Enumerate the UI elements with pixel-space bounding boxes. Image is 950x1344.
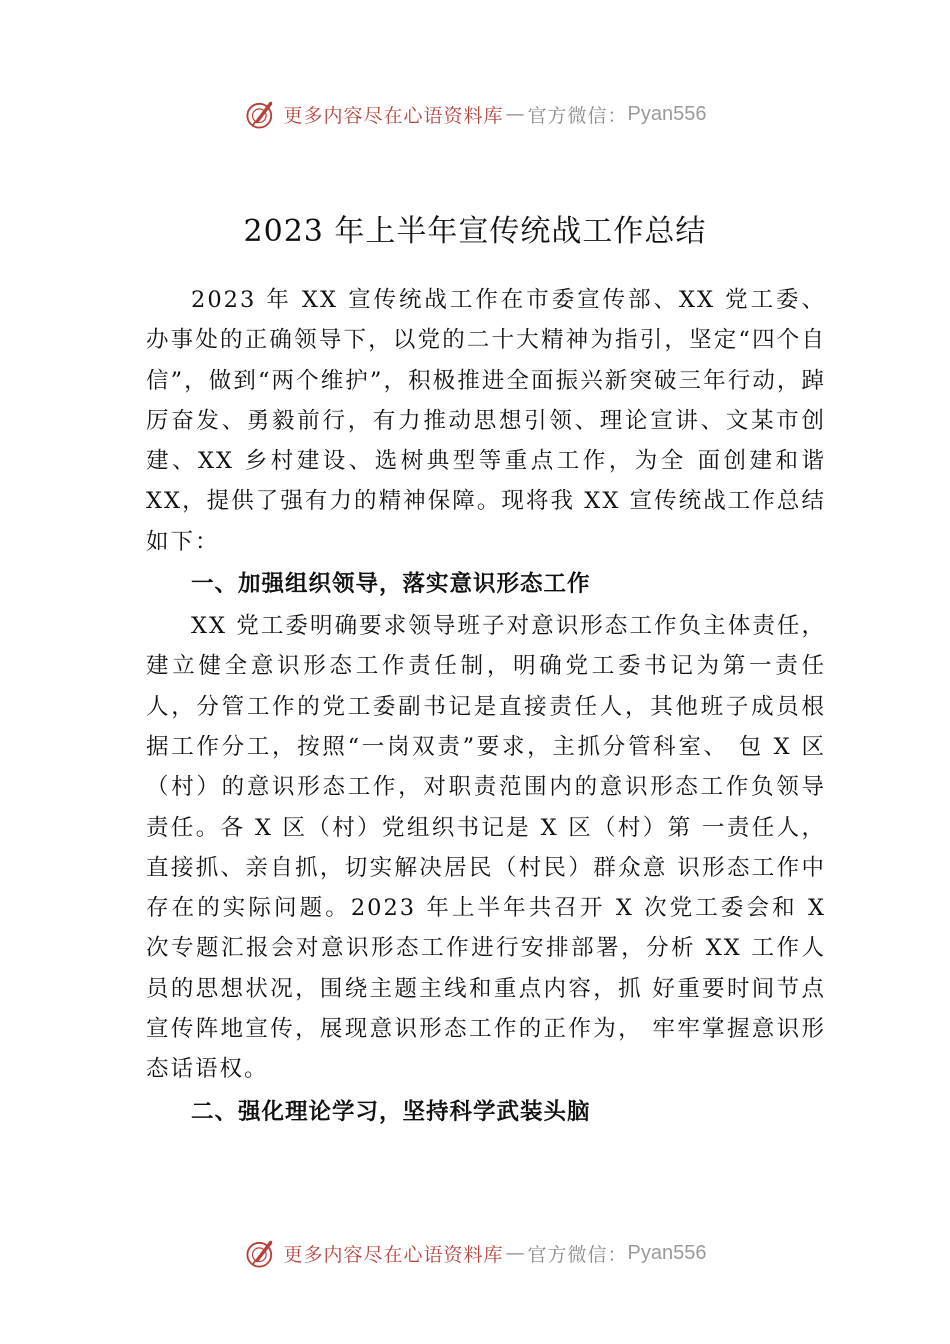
intro-paragraph: 2023 年 XX 宣传统战工作在市委宣传部、XX 党工委、办事处的正确领导下，以党的二十大精神为指引，坚定“四个自信”，做到“两个维护”，积极推进全面振兴新突破三年行动，踔厉奋发、勇毅前行，有力推动思想引领、理论宣讲、文某市创建、XX 乡村建设、选树典型等重点工作，为全 面创建和谐 XX，提供了强有力的精神保障。现将我 XX 宣传统战工作总结如下：: [146, 287, 826, 555]
watermark-separator: —: [505, 1242, 526, 1264]
watermark-separator: —: [505, 103, 526, 125]
watermark-brand: 更多内容尽在心语资料库: [283, 104, 504, 127]
watermark-header: [0, 94, 950, 134]
watermark-wechat-label: 官方微信：: [527, 104, 628, 127]
watermark-brand: 更多内容尽在心语资料库: [283, 1243, 504, 1266]
document-title: 2023 年上半年宣传统战工作总结: [243, 214, 707, 250]
document-body: [146, 280, 826, 1134]
watermark-wechat-id: Pyan556: [627, 1241, 707, 1264]
quill-pen-icon: [244, 1236, 278, 1270]
watermark-footer: [0, 1233, 950, 1273]
section-1-paragraph: XX 党工委明确要求领导班子对意识形态工作负主体责任，建立健全意识形态工作责任制，明确党工委书记为第一责任人，分管工作的党工委副书记是直接责任人，其他班子成员根据工作分工，按照“一岗双责”要求，主抓分管科室、 包 X 区（村）的意识形态工作，对职责范围内的意识形态工作负领导责任。各 X 区（村）党组织书记是 X 区（村）第 一责任人，直接抓、亲自抓，切实解决居民（村民）群众意 识形态工作中存在的实际问题。2023 年上半年共召开 X 次党工委会和 X 次专题汇报会对意识形态工作进行安排部署，分析 XX 工作人员的思想状况，围绕主题主线和重点内容，抓 好重要时间节点宣传阵地宣传，展现意识形态工作的正作为， 牢牢掌握意识形态话语权。: [146, 613, 826, 1083]
section-2-heading: 二、强化理论学习，坚持科学武装头脑: [191, 1098, 591, 1125]
watermark-wechat-label: 官方微信：: [527, 1243, 628, 1266]
quill-pen-icon: [244, 97, 278, 131]
watermark-wechat-id: Pyan556: [627, 102, 707, 125]
section-1-heading: 一、加强组织领导，落实意识形态工作: [191, 571, 591, 598]
